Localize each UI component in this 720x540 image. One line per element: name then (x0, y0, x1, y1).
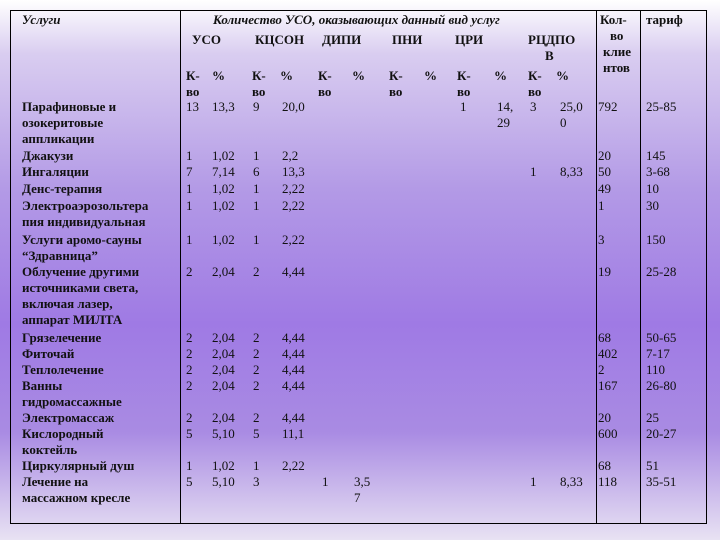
cell-clients-8: 402 (598, 346, 618, 361)
header-kvo-b-2: во (318, 84, 332, 99)
header-clients-3: клие (603, 44, 632, 59)
header-tariff: тариф (646, 12, 683, 27)
cell-kc_k-14: 3 (253, 474, 260, 489)
cell-kc_k-4: 1 (253, 198, 260, 213)
cell-clients-12: 600 (598, 426, 618, 441)
cell-uso_p-8: 2,04 (212, 346, 235, 361)
cell-tariff-12: 20-27 (646, 426, 677, 441)
cell-tariff-6: 25-28 (646, 264, 677, 279)
service-name-6-1: источниками света, (22, 280, 139, 295)
grid-vline-1 (180, 10, 181, 523)
cell-clients-3: 49 (598, 181, 611, 196)
cell-kc_k-8: 2 (253, 346, 260, 361)
service-name-0-1: озокеритовые (22, 115, 104, 130)
service-name-1-0: Джакузи (22, 148, 74, 163)
cell-uso_k-10: 2 (186, 378, 193, 393)
cell-uso_p-13: 1,02 (212, 458, 235, 473)
cell-uso_k-5: 1 (186, 232, 193, 247)
cell-clients-7: 68 (598, 330, 611, 345)
header-kvo-2: К- (318, 68, 332, 83)
cell-kc_k-3: 1 (253, 181, 260, 196)
cell-rc_k-0: 3 (530, 99, 537, 114)
cell-kc_k-6: 2 (253, 264, 260, 279)
cell-uso_k-7: 2 (186, 330, 193, 345)
cell-uso_p-2: 7,14 (212, 164, 235, 179)
header-title: Количество УСО, оказывающих данный вид услуг (213, 12, 500, 27)
cell-clients-13: 68 (598, 458, 611, 473)
header-kcson: КЦСОН (255, 32, 305, 47)
cell-rc-p-0-1: 0 (560, 115, 567, 130)
service-name-6-0: Облучение другими (22, 264, 140, 279)
cell-uso_k-1: 1 (186, 148, 193, 163)
cell-kc_k-2: 6 (253, 164, 260, 179)
cell-uso_k-8: 2 (186, 346, 193, 361)
service-name-6-2: включая лазер, (22, 296, 113, 311)
header-kvo-3: К- (389, 68, 403, 83)
cell-tariff-5: 150 (646, 232, 666, 247)
header-clients-1: Кол- (600, 12, 627, 27)
cell-uso_p-10: 2,04 (212, 378, 235, 393)
header-kvo-b-1: во (252, 84, 266, 99)
cell-kc_p-12: 11,1 (282, 426, 305, 441)
cell-kc_k-7: 2 (253, 330, 260, 345)
header-clients-4: нтов (603, 60, 630, 75)
service-name-6-3: аппарат МИЛТА (22, 312, 123, 327)
header-pni: ПНИ (392, 32, 423, 47)
cell-tariff-13: 51 (646, 458, 659, 473)
cell-tariff-10: 26-80 (646, 378, 677, 393)
cell-uso_p-12: 5,10 (212, 426, 235, 441)
cell-uso_p-6: 2,04 (212, 264, 235, 279)
cell-uso_p-0: 13,3 (212, 99, 235, 114)
cell-tariff-1: 145 (646, 148, 666, 163)
cell-clients-14: 118 (598, 474, 618, 489)
cell-clients-6: 19 (598, 264, 611, 279)
service-name-13-0: Циркулярный душ (22, 458, 135, 473)
cell-uso_p-1: 1,02 (212, 148, 235, 163)
cell-uso_p-9: 2,04 (212, 362, 235, 377)
cell-kc_p-11: 4,44 (282, 410, 305, 425)
cell-uso_k-4: 1 (186, 198, 193, 213)
service-name-14-0: Лечение на (22, 474, 89, 489)
service-name-11-0: Электромассаж (22, 410, 115, 425)
header-pct-3: % (424, 68, 437, 83)
grid-vline-4 (706, 10, 707, 523)
cell-rc-p-2-0: 8,33 (560, 164, 583, 179)
cell-kc_p-9: 4,44 (282, 362, 305, 377)
cell-clients-11: 20 (598, 410, 611, 425)
cell-dipi-p-14-0: 3,5 (354, 474, 371, 489)
header-pct-5: % (556, 68, 569, 83)
cell-cri-p-0-0: 14, (497, 99, 514, 114)
cell-uso_k-3: 1 (186, 181, 193, 196)
header-kvo-4: К- (457, 68, 471, 83)
cell-clients-5: 3 (598, 232, 605, 247)
header-kvo-b-0: во (186, 84, 200, 99)
cell-kc_k-10: 2 (253, 378, 260, 393)
service-name-14-1: массажном кресле (22, 490, 131, 505)
header-rcdpo: РЦДПО (528, 32, 576, 47)
service-name-12-0: Кислородный (22, 426, 104, 441)
cell-tariff-3: 10 (646, 181, 659, 196)
cell-uso_k-9: 2 (186, 362, 193, 377)
service-name-12-1: коктейль (22, 442, 78, 457)
header-kvo-0: К- (186, 68, 200, 83)
header-kvo-b-3: во (389, 84, 403, 99)
header-dipi: ДИПИ (322, 32, 362, 47)
cell-kc_p-4: 2,22 (282, 198, 305, 213)
cell-rc-p-14-0: 8,33 (560, 474, 583, 489)
service-name-8-0: Фиточай (22, 346, 75, 361)
cell-rc_k-2: 1 (530, 164, 537, 179)
cell-uso_k-11: 2 (186, 410, 193, 425)
service-name-10-1: гидромассажные (22, 394, 122, 409)
grid-bottom-border (10, 523, 707, 524)
grid-vline-3 (640, 10, 641, 523)
cell-kc_p-13: 2,22 (282, 458, 305, 473)
cell-uso_k-12: 5 (186, 426, 193, 441)
cell-tariff-8: 7-17 (646, 346, 670, 361)
cell-kc_k-0: 9 (253, 99, 260, 114)
cell-uso_p-3: 1,02 (212, 181, 235, 196)
cell-tariff-4: 30 (646, 198, 659, 213)
cell-tariff-7: 50-65 (646, 330, 677, 345)
cell-rc_k-14: 1 (530, 474, 537, 489)
cell-cri_k-0: 1 (460, 99, 467, 114)
cell-kc_p-10: 4,44 (282, 378, 305, 393)
cell-tariff-14: 35-51 (646, 474, 677, 489)
service-name-7-0: Грязелечение (22, 330, 102, 345)
header-rcdpo-2: В (545, 48, 554, 63)
cell-kc_k-11: 2 (253, 410, 260, 425)
header-services: Услуги (22, 12, 61, 27)
cell-uso_k-0: 13 (186, 99, 199, 114)
cell-kc_p-5: 2,22 (282, 232, 305, 247)
cell-uso_k-13: 1 (186, 458, 193, 473)
header-pct-0: % (212, 68, 225, 83)
service-name-5-0: Услуги аромо-сауны (22, 232, 142, 247)
cell-uso_k-6: 2 (186, 264, 193, 279)
cell-dipi-p-14-1: 7 (354, 490, 361, 505)
service-name-4-1: пия индивидуальная (22, 214, 146, 229)
service-name-0-2: аппликации (22, 131, 95, 146)
cell-dipi_k-14: 1 (322, 474, 329, 489)
header-pct-2: % (352, 68, 365, 83)
cell-tariff-9: 110 (646, 362, 666, 377)
header-kvo-1: К- (252, 68, 266, 83)
cell-uso_p-5: 1,02 (212, 232, 235, 247)
cell-kc_k-5: 1 (253, 232, 260, 247)
cell-clients-9: 2 (598, 362, 605, 377)
service-name-9-0: Теплолечение (22, 362, 104, 377)
cell-clients-10: 167 (598, 378, 618, 393)
header-cri: ЦРИ (455, 32, 484, 47)
cell-tariff-11: 25 (646, 410, 659, 425)
cell-uso_k-14: 5 (186, 474, 193, 489)
cell-uso_p-7: 2,04 (212, 330, 235, 345)
cell-clients-2: 50 (598, 164, 611, 179)
grid-top-border (10, 10, 707, 11)
header-clients-2: во (610, 28, 624, 43)
header-kvo-5: К- (528, 68, 542, 83)
cell-clients-0: 792 (598, 99, 618, 114)
header-pct-1: % (280, 68, 293, 83)
service-name-4-0: Электроаэрозольтера (22, 198, 149, 213)
service-name-0-0: Парафиновые и (22, 99, 117, 114)
service-name-10-0: Ванны (22, 378, 63, 393)
cell-tariff-2: 3-68 (646, 164, 670, 179)
cell-kc_p-2: 13,3 (282, 164, 305, 179)
grid-vline-0 (10, 10, 11, 523)
cell-uso_p-11: 2,04 (212, 410, 235, 425)
grid-vline-2 (596, 10, 597, 523)
cell-kc_p-8: 4,44 (282, 346, 305, 361)
cell-uso_p-4: 1,02 (212, 198, 235, 213)
cell-cri-p-0-1: 29 (497, 115, 510, 130)
cell-kc_k-12: 5 (253, 426, 260, 441)
cell-uso_p-14: 5,10 (212, 474, 235, 489)
service-name-5-1: “Здравница” (22, 248, 98, 263)
cell-tariff-0: 25-85 (646, 99, 677, 114)
header-pct-4: % (494, 68, 507, 83)
service-name-3-0: Денс-терапия (22, 181, 103, 196)
cell-kc_k-1: 1 (253, 148, 260, 163)
header-kvo-b-4: во (457, 84, 471, 99)
cell-kc_k-9: 2 (253, 362, 260, 377)
cell-rc-p-0-0: 25,0 (560, 99, 583, 114)
cell-kc_p-1: 2,2 (282, 148, 299, 163)
service-name-2-0: Ингаляции (22, 164, 89, 179)
cell-kc_p-0: 20,0 (282, 99, 305, 114)
cell-clients-4: 1 (598, 198, 605, 213)
cell-uso_k-2: 7 (186, 164, 193, 179)
cell-clients-1: 20 (598, 148, 611, 163)
cell-kc_p-3: 2,22 (282, 181, 305, 196)
cell-kc_p-6: 4,44 (282, 264, 305, 279)
header-kvo-b-5: во (528, 84, 542, 99)
cell-kc_p-7: 4,44 (282, 330, 305, 345)
header-uso: УСО (192, 32, 222, 47)
cell-kc_k-13: 1 (253, 458, 260, 473)
